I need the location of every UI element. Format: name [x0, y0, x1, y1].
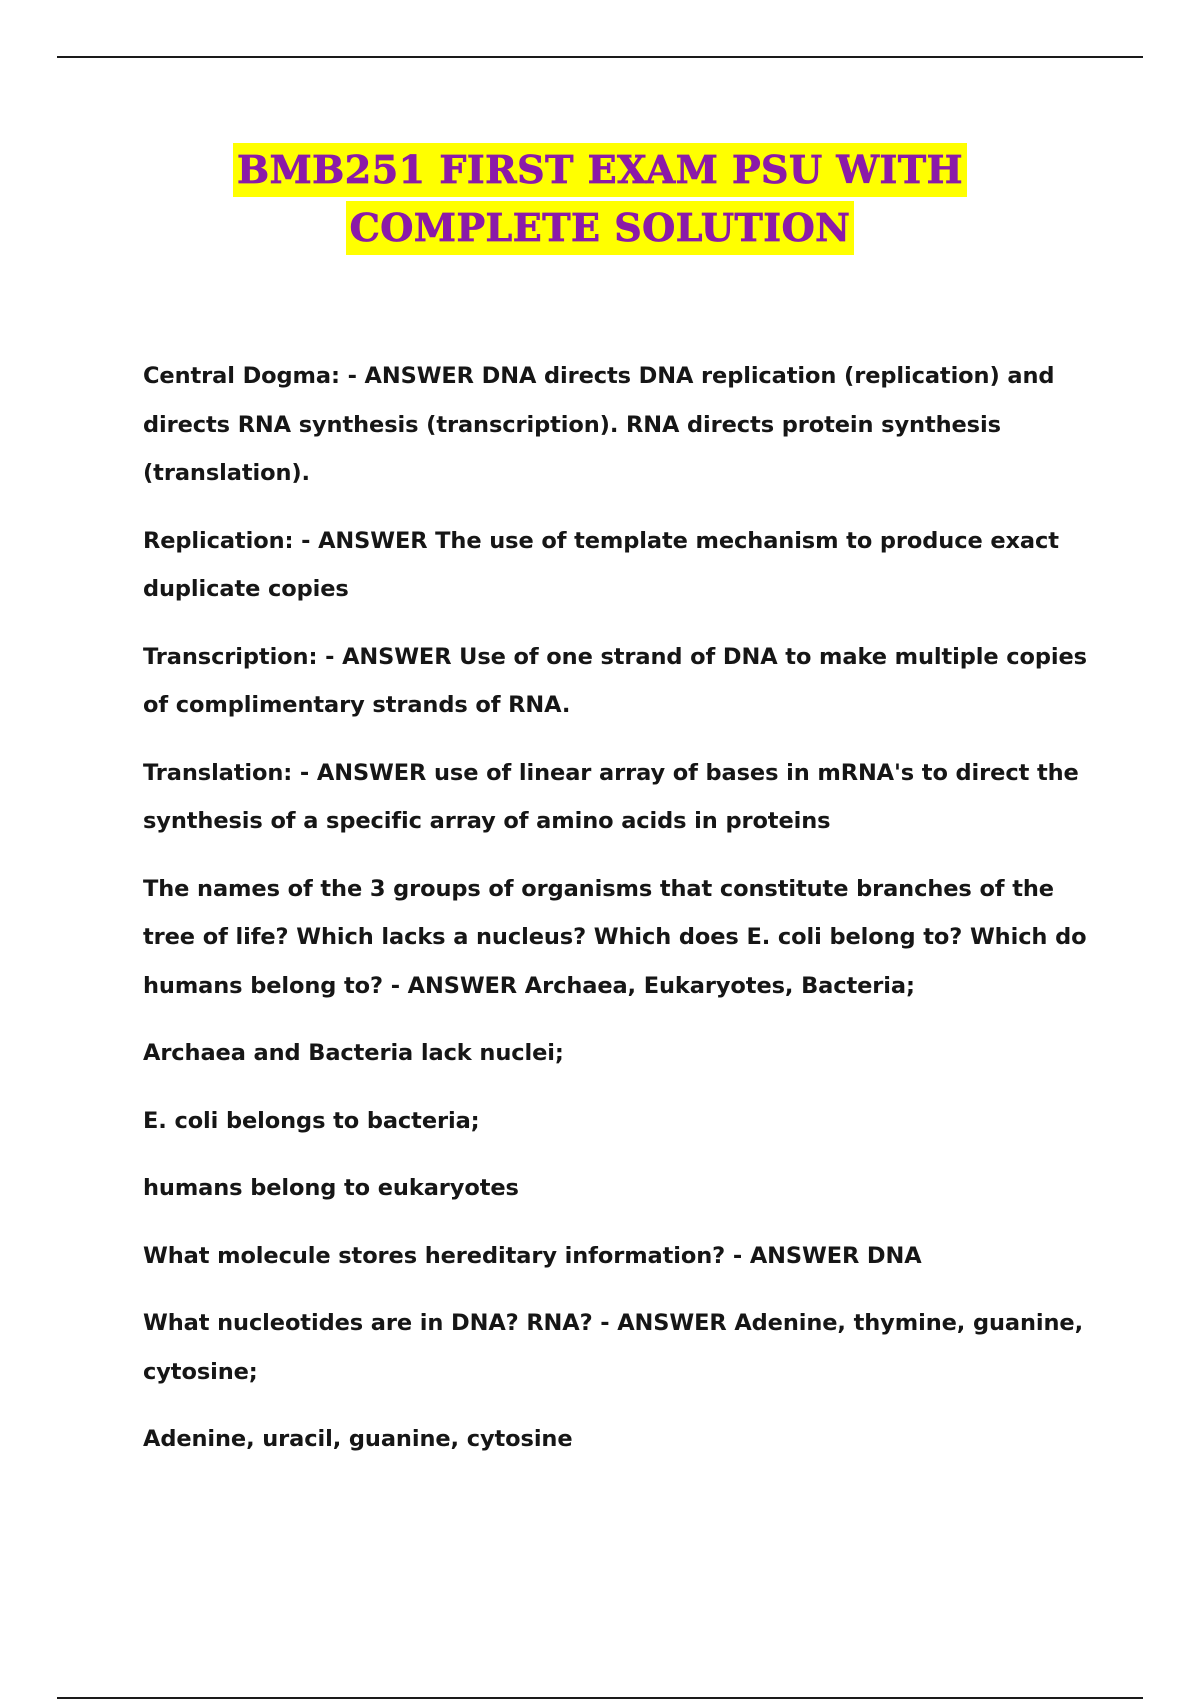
answer-ecoli: E. coli belongs to bacteria;: [143, 1107, 480, 1134]
title-line-2: COMPLETE SOLUTION: [346, 201, 855, 255]
answer-rna-nucleotides: Adenine, uracil, guanine, cytosine: [143, 1426, 573, 1452]
qa-tree-of-life: The names of the 3 groups of organisms that constitute branches of the tree of life? Which lacks a nucleus? Which does E. coli belong to? Which do humans belong to? - ANSWER Archaea, Eukaryotes, Bacteria;: [143, 875, 1087, 999]
top-divider: [57, 56, 1143, 58]
qa-replication: Replication: - ANSWER The use of template mechanism to produce exact duplicate copies: [143, 527, 1059, 602]
answer-humans: humans belong to eukaryotes: [143, 1175, 519, 1201]
qa-hereditary-molecule: What molecule stores hereditary information? - ANSWER DNA: [143, 1242, 922, 1269]
title-line-1: BMB251 FIRST EXAM PSU WITH: [233, 143, 967, 197]
qa-translation: Translation: - ANSWER use of linear array of bases in mRNA's to direct the synthesis of a specific array of amino acids in proteins: [143, 759, 1079, 834]
document-body: [143, 352, 1088, 1483]
qa-central-dogma: Central Dogma: - ANSWER DNA directs DNA replication (replication) and directs RNA synthesis (transcription). RNA directs protein synthesis (translation).: [143, 363, 1055, 486]
document-title: [0, 143, 1200, 259]
answer-nuclei: Archaea and Bacteria lack nuclei;: [143, 1040, 564, 1066]
qa-transcription: Transcription: - ANSWER Use of one strand of DNA to make multiple copies of complimentary strands of RNA.: [143, 643, 1087, 718]
bottom-divider: [57, 1697, 1143, 1699]
qa-nucleotides: What nucleotides are in DNA? RNA? - ANSWER Adenine, thymine, guanine, cytosine;: [143, 1310, 1084, 1385]
